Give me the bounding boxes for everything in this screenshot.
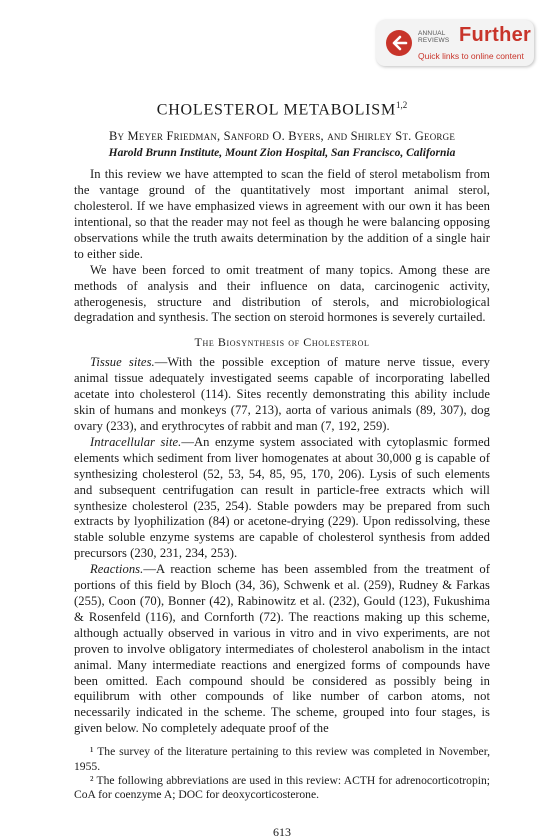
intro-paragraph-1: In this review we have attempted to scan the field of sterol metabolism from the vantage ground of the quantitatively most important animal sterol, cholesterol. If we have emphasized views in agreement with our own it has been intentional, so that the reader may not feel as though he were balancing opposing observations while the truth awaits determination by the addition of a single hair to either side.	[74, 167, 490, 261]
intracellular-site-paragraph	[74, 435, 490, 562]
article	[74, 96, 490, 840]
badge-org-name	[418, 30, 456, 44]
affiliation: Harold Brunn Institute, Mount Zion Hospital, San Francisco, California	[108, 147, 456, 160]
annual-reviews-logo-icon	[385, 29, 413, 57]
further-badge[interactable]	[376, 20, 534, 66]
tissue-sites-lead: Tissue sites.	[90, 355, 155, 370]
badge-org-line2: REVIEWS	[418, 37, 450, 44]
tissue-sites-text: —With the possible exception of mature nerve tissue, every animal tissue adequately investigated seems capable of incorporating labelled acetate into cholesterol (114). Sites recently demonstrating this ability include skin of humans and monkeys (77, 213), aorta of various animals (89, 307), dog ovary (233), and erythrocytes of rabbit and man (7, 192, 259).	[74, 355, 490, 434]
footnote-2: ² The following abbreviations are used in this review: ACTH for adrenocorticotropin; CoA for coenzyme A; DOC for deoxycorticosterone.	[74, 773, 490, 802]
reactions-paragraph	[74, 562, 490, 737]
title-footnote-refs: 1,2	[396, 100, 408, 110]
footnote-1: ¹ The survey of the literature pertaining to this review was completed in November, 1955.	[74, 745, 490, 773]
intro-paragraph-2: We have been forced to omit treatment of many topics. Among these are methods of analysis and their influence on data, carcinogenic activity, atherogenesis, structure and distribution of sterols, and microbiological degradation and synthesis. The section on steroid hormones is severely curtailed.	[74, 262, 490, 325]
section-heading: The Biosynthesis of Cholesterol	[194, 335, 370, 350]
badge-brand: Further	[459, 24, 532, 46]
reactions-lead: Reactions.	[90, 562, 144, 577]
footnotes	[74, 745, 490, 803]
title-text: CHOLESTEROL METABOLISM	[156, 101, 397, 119]
intracellular-site-lead: Intracellular site.	[90, 434, 182, 449]
page-number: 613	[273, 824, 291, 839]
article-title	[74, 96, 490, 119]
badge-org-line1: ANNUAL	[418, 30, 446, 37]
author-line: By Meyer Friedman, Sanford O. Byers, and Shirley St. George	[108, 129, 456, 144]
intracellular-site-text: —An enzyme system associated with cytoplasmic formed elements which sediment from liver homogenates at about 30,000 g is capable of synthesizing cholesterol (52, 53, 54, 85, 95, 170, 206). Lysis of such elements and subsequent centrifugation can result in particle-free extracts which will synthesize cholesterol (235, 254). Stable powders may be prepared from such extracts by lyophilization (84) or acetone-drying (229). Upon redissolving, these stable soluble enzyme systems are capable of cholesterol synthesis from added precursors (230, 231, 234, 253).	[74, 434, 491, 561]
badge-tagline[interactable]: Quick links to online content	[418, 51, 524, 61]
reactions-text: —A reaction scheme has been assembled from the treatment of portions of this field by Bloch (34, 36), Schwenk et al. (259), Rudney & Farkas (255), Coon (70), Bonner (42), Rabinowitz et al. (232), Gould (123), Fukushima & Rosenfeld (116), and Cornforth (72). The reactions making up this scheme, although actually observed in various in vitro and in vivo experiments, are not proven to involve obligatory intermediates of cholesterol anabolism in the intact animal. Many intermediate reactions and energized forms of compounds have been omitted. Each compound should be considered as possibly being in equilibrum with other compounds of like number of carbon atoms, not necessarily indicated in the scheme. The scheme, grouped into four stages, is given below. No completely adequate proof of the	[74, 562, 490, 736]
tissue-sites-paragraph	[74, 355, 490, 435]
